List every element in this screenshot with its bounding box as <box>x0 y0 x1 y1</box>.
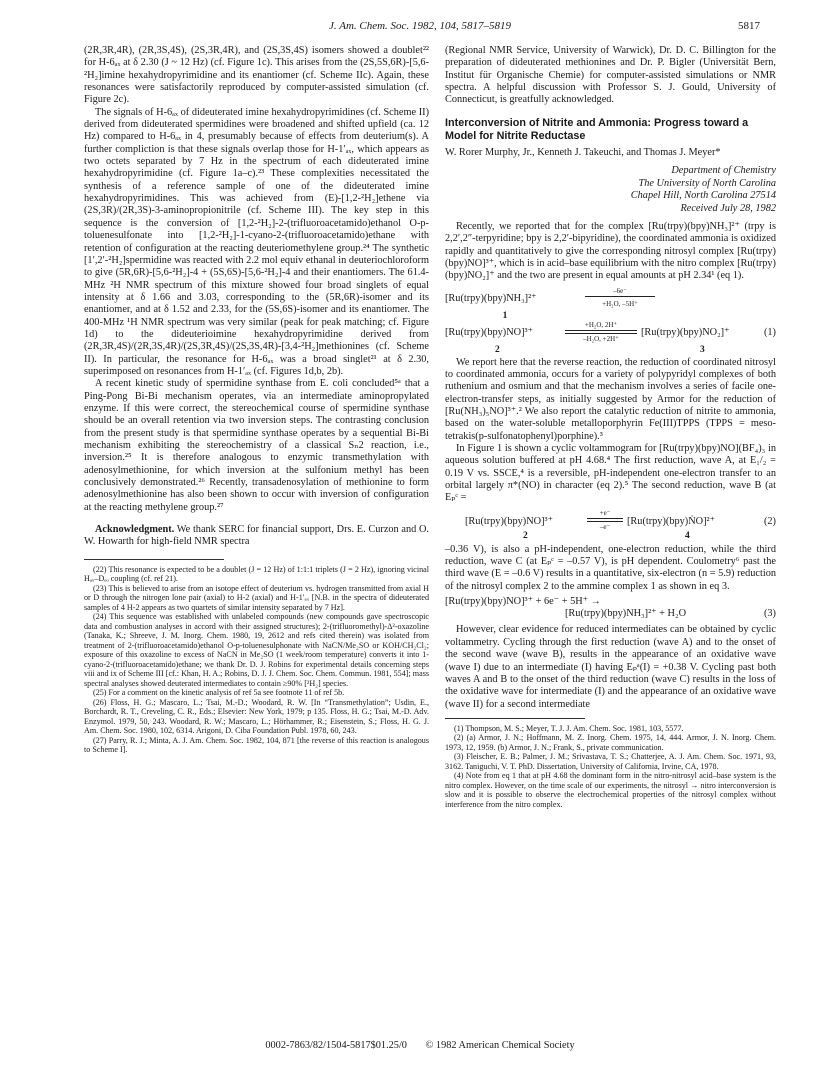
footnote: (23) This is believed to arise from an isotope effect of deuterium vs. hydrogen transmitted from axial H or D through the nitrogen lone pair (axial) to H-2 (axial) and H-1′ₐₓ [N.B. in the spectra of dideuterated samples of 4 H-2 appears as two quartets of similar intensity separated by 7 Hz]. <box>84 583 429 612</box>
body-paragraph: Recently, we reported that for the complex [Ru(trpy)(bpy)NH₃]²⁺ (trpy is 2,2′,2″-terpyridine; bpy is 2,2′-bipyridine), the coordinated ammonia is oxidized rapidly and quantitatively to give the corresponding nitrosyl complex [Ru(trpy)(bpy)NO]³⁺, which is in acid–base equilibrium with the nitro complex [Ru(trpy)(bpy)NO₂]⁺ and the two are present in equal amounts at pH 2.34¹ (eq 1). <box>445 220 776 282</box>
affiliation-line: The University of North Carolina <box>638 177 776 189</box>
footnote: (26) Floss, H. G.; Mascaro, L.; Tsai, M.-D.; Woodard, R. W. [In “Transmethylation”; Usdin, E., Borchardt, R. T., Creveling, C. R., Eds.; Elsevier: New York, 1979; p 135. Floss, H. G.; Tsai, M.-D. Adv. Enzymol. 1979, 50, 243. Woodard, R. W.; Mascaro, L.; Hörhammer, R.; Eisenstein, S.; Floss, H. G. J. Am. Chem. Soc. 1980, 102, 6314. Arigoni, D. Ciba Foundation Publ. 1978, 60, 243. <box>84 697 429 736</box>
footnote: (25) For a comment on the kinetic analysis of ref 5a see footnote 11 of ref 5b. <box>93 688 345 698</box>
compound-number: 2 <box>495 344 500 355</box>
eq3-line1: [Ru(trpy)(bpy)NO]³⁺ + 6e⁻ + 5H⁺ → <box>445 596 601 608</box>
compound-number: 4 <box>685 530 690 541</box>
affiliation-line: Department of Chemistry <box>671 165 776 177</box>
eq2-arrow-bottom: –e⁻ <box>599 522 611 531</box>
acknowledgment <box>84 524 429 549</box>
footnote: (2) (a) Armor, J. N.; Hoffmann, M. Z. Inorg. Chem. 1975, 14, 444. Armor, J. N. Inorg. Chem. 1973, 12, 1959. (b) Armor, J. N.; Frank, S., private communication. <box>445 733 776 752</box>
eq1-label: (1) <box>763 326 776 338</box>
affiliation-line: Chapel Hill, North Carolina 27514 <box>630 190 776 202</box>
eq2-arrow <box>587 518 623 519</box>
equation-3 <box>445 596 776 621</box>
footnote-rule <box>445 718 585 719</box>
footnotes-left <box>84 565 429 755</box>
affiliation <box>445 165 776 203</box>
eq2-arrow-top: +e⁻ <box>599 508 611 517</box>
body-paragraph: (2R,3R,4R), (2R,3S,4S), (2S,3R,4R), and (2S,3S,4S) isomers showed a doublet²² for H-6ₐₓ at δ 2.30 (J ~ 12 Hz) (cf. Figure 1c). This arises from the (2S,5S,6R)-[5,6-²H₂]imine hexahydropyrimidine and its enantiomer (cf. Scheme IIc). Again, these resonances were satisfactorily reproduced by computer-assisted simulation (cf. Figure 2c). <box>84 45 429 106</box>
ack-label: Acknowledgment. <box>95 524 175 536</box>
copyright: © 1982 American Chemical Society <box>425 1040 575 1051</box>
eq1-reactant: [Ru(trpy)(bpy)NH₃]²⁺ <box>445 292 537 304</box>
eq1-nitro: [Ru(trpy)(bpy)NO₂]⁺ <box>641 326 730 338</box>
footnote: (24) This sequence was established with unlabeled compounds (new compounds gave spectroscopic data and combustion analyses in accord with their assigned structures); 2-(trifluoromethyl)-Δ²-oxazoline (Tanaka, K.; Shreeve, J. M. Inorg. Chem. 1980, 19, 2612 and refs cited therein) was isolated from treatment of 2-(trifluoroacetamido)ethanol O-p-toluenesulphonate with NaCN/Me₂SO or KOH/CH₂Cl₂; exposure of this oxazoline to excess of NaCN in Me₂SO (1 week/room temperature) converts it into 1-cyano-2-(trifluoroacetamido)ethane; we thank Dr. D. J. Robins for experimental details concerning steps viii and ix of Scheme III [cf.: Khan, H. A.; Robins, D. J. J. Chem. Soc. Chem. Commun. 1981, 554]; mass spectral analyses showed deuterated intermediates to contain ≥90% [²H₂] species. <box>84 612 429 688</box>
body-paragraph: –0.36 V), is also a pH-independent, one-electron reduction, while the third reduction, wave C (at Eₚᶜ = –0.57 V), is pH dependent. Coulometry⁶ past the third wave (E = –0.6 V) results in a quantitative, six-electron (n = 5.9) reduction of the nitrosyl complex 2 to the ammine complex 1 as shown in eq 3. <box>445 543 776 592</box>
page-number: 5817 <box>738 20 760 32</box>
body-paragraph: We report here that the reverse reaction, the reduction of coordinated nitrosyl to coordinated ammonia, occurs for a variety of polypyridyl complexes of both ruthenium and osmium and that the mechanism involves a series of facile one-electron-transfer steps, as initially suggested by Armor for the reduction of [Ru(NH₃)₅NO]³⁺.² We also report the catalytic reduction of nitrite to ammonia, based on the water-soluble metalloporphyrin Fe(III)TPPS (TPPS = meso-tetrakis(p-sulfonatophenyl)porphine).³ <box>445 356 776 442</box>
footnotes-right <box>445 724 776 810</box>
eq1-arrow-bottom: +H₂O, –5H⁺ <box>602 299 638 308</box>
page-footer <box>80 1040 760 1051</box>
footnote: (3) Fleischer, E. B.; Palmer, J. M.; Srivastava, T. S.; Chatterjee, A. J. Am. Chem. Soc. 1971, 93, 3162. Taniguchi, V. T. PhD. Dissertation, University of California, Irvine, CA, 1978. <box>445 752 776 771</box>
left-column <box>84 45 429 755</box>
eq1-arrow <box>585 296 655 297</box>
footnote: (4) Note from eq 1 that at pH 4.68 the dominant form in the nitro-nitrosyl acid–base system is the nitro complex. However, on the time scale of our experiments, the nitrosyl → nitro interconversion is slow and it is possible to observe the electrochemical properties of the nitrosyl complex without interference from the nitro complex. <box>445 771 776 809</box>
footnote: (1) Thompson, M. S.; Meyer, T. J. J. Am. Chem. Soc. 1981, 103, 5577. <box>454 723 684 733</box>
body-paragraph: However, clear evidence for reduced intermediates can be obtained by cyclic voltammetry. Cycling through the first reduction (wave A) and to the onset of the second wave (wave B), results in the appearance of an oxidative wave (wave I) due to an intermediate (I) having Eₚᵃ(I) = +0.38 V. Cycling past both waves A and B to the onset of the third reduction (wave C) results in the loss of the oxidative wave for intermediate (I) and the appearance of an oxidative wave (wave II) for a second intermediate <box>445 624 776 710</box>
eq2-reactant: [Ru(trpy)(bpy)NO]³⁺ <box>465 515 554 527</box>
footnote: (27) Parry, R. J.; Minta, A. J. Am. Chem. Soc. 1982, 104, 871 [the reverse of this reaction is analogous to Scheme I]. <box>84 735 429 755</box>
article-title: Interconversion of Nitrite and Ammonia: Progress toward a Model for Nitrite Reductase <box>445 116 749 142</box>
right-column <box>445 45 776 809</box>
body-paragraph: In Figure 1 is shown a cyclic voltammogram for [Ru(trpy)(bpy)NO](BF₄)₃ in aqueous solution buffered at pH 4.68.⁴ The first reduction, wave A, at E₁/₂ = 0.19 V vs. SSCE,⁴ is a reversible, pH-independent one-electron transfer to an orbital largely π*(NO) in character (eq 2).⁵ The second reduction, wave B (at Eₚᶜ = <box>445 443 776 504</box>
eq1-arrow2-bottom: –H₂O, +2H⁺ <box>583 334 619 343</box>
compound-number: 1 <box>502 310 508 321</box>
authors: W. Rorer Murphy, Jr., Kenneth J. Takeuchi, and Thomas J. Meyer* <box>445 146 721 158</box>
ack-continued: (Regional NMR Service, University of Warwick), Dr. D. C. Billington for the preparation of dideuterated methionines and Dr. P. Bigler (Universität Bern, Institut für Organische Chemie) for computer-assisted simulations or NMR spectra. A helpful discussion with Professor S. J. Gould, University of Connecticut, is greatfully acknowledged. <box>445 45 776 106</box>
eq1-arrow2-top: +H₂O, 2H⁺ <box>584 320 618 329</box>
eq1-equilibrium-arrow <box>565 330 637 331</box>
body-paragraph: A recent kinetic study of spermidine synthase from E. coli concluded⁵ᵃ that a Ping-Pong Bi-Bi mechanism operates, via an intermediate aminopropylated enzyme. If this were correct, the stereochemical course of spermidine synthase should be an overall retention via two inversion steps. The contrasting conclusion from the present study is that spermidine synthase operates by a sequential Bi-Bi mechanism exhibiting the stereochemistry of a classical Sₙ2 reaction, i.e., inversion.²⁵ It is therefore analogous to enzymic transmethylation with adenosylmethionine, for which inversion at the sulfonium methyl has been conclusively demonstrated.²⁶ Recently, transadenosylation of methionine to form adenosylmethionine has also been shown to occur with inversion of configuration at the reacting methylene group.²⁷ <box>84 378 429 513</box>
journal-citation: J. Am. Chem. Soc. 1982, 104, 5817–5819 <box>329 20 511 32</box>
eq1-nitrosyl: [Ru(trpy)(bpy)NO]³⁺ <box>445 326 534 338</box>
equation-2 <box>445 509 776 542</box>
received-date: Received July 28, 1982 <box>680 202 776 214</box>
eq2-label: (2) <box>763 515 776 527</box>
compound-number: 3 <box>700 344 705 355</box>
footnote-rule <box>84 559 224 560</box>
running-header <box>80 20 760 36</box>
article-code: 0002-7863/82/1504-5817$01.25/0 <box>265 1040 407 1051</box>
eq3-line2: [Ru(trpy)(bpy)NH₃]²⁺ + H₂O <box>565 608 687 620</box>
eq2-product: [Ru(trpy)(bpy)ṄO]²⁺ <box>627 515 716 527</box>
eq3-label: (3) <box>763 608 776 620</box>
compound-number: 2 <box>523 530 528 541</box>
body-paragraph: The signals of H-6ₐₓ of dideuterated imine hexahydropyrimidines (cf. Scheme II) derived from dideuterated spermidines were broadened and shifted upfield (ca. 12 Hz) compared to H-6ₐₓ in 4, presumably because of effects from deuterium(s). A further compliction is that these signals overlap those for H-1′ₐₓ, which appears as two octets separated by 7 Hz in the spectrum of each dideuterated imine hexahydropyrimidine (cf. Figure 1a–c).²³ These complexities necessitated the synthesis of a reference sample of one of the dideuterated imine hexahydropyrimidines. This was achieved from (E)-[1,2-²H₂]ethene via (2S,3R)/(2R,3S)-3-aminopropionitrile (cf. Scheme III). The key step in this sequence is the conversion of [1,2-²H₂]-2-(trifluoroacetamido)ethanol O-p-toluenesulfonate into [1,2-²H₂]-1-cyano-2-(trifluoroacetamido)ethane with retention of configuration at the reacting deuteriomethylene group.²⁴ The synthetic [1′,2′-²H₂]spermidine was reacted with 2.2 mol equiv ethanal in deuteriochloroform to give (5R,6R)-[5,6-²H₂]-4 + (5S,6S)-[5,6-²H₂]-4 and their enantiomers. The 61.4-MHz ²H NMR spectrum of this mixture showed four broad singlets of equal intensity at δ 1.66 and 3.03, corresponding to the (5R,6R)-isomer and its enantiomer, and at δ 1.52 and 2.33, for the (5S,6S)-isomer and its enantiomer. The 400-MHz ¹H NMR spectrum was very similar (peak for peak matching; cf. Figure 1d) to the dideuterioimine hexahydropyrimidine derived from (2R,3R,4S)/(2R,3S,4R)/(2S,3R,4S)/(2S,3S,4R)-[3,4-²H₂]methionines (cf. Scheme II). In particular, the resonance for H-6ₐₓ was a broad singlet²¹ at δ 2.30, superimposed on resonances from H-1′ₐₓ (cf. Figures 1d,b, 2b). <box>84 106 429 377</box>
eq1-arrow-top: –6e⁻ <box>613 286 627 295</box>
eq2-arrow-back <box>587 521 623 522</box>
equation-1 <box>445 287 776 355</box>
footnote: (22) This resonance is expected to be a doublet (J = 12 Hz) of 1:1:1 triplets (J = 2 Hz), ignoring vicinal Hₐₓ–Dₑₒ coupling (cf. ref 21). <box>84 564 429 584</box>
ack-text: We thank SERC for financial support, Drs. E. Curzon and O. W. Howarth for high-field NMR spectra <box>84 524 429 548</box>
eq1-equilibrium-arrow-back <box>565 333 637 334</box>
